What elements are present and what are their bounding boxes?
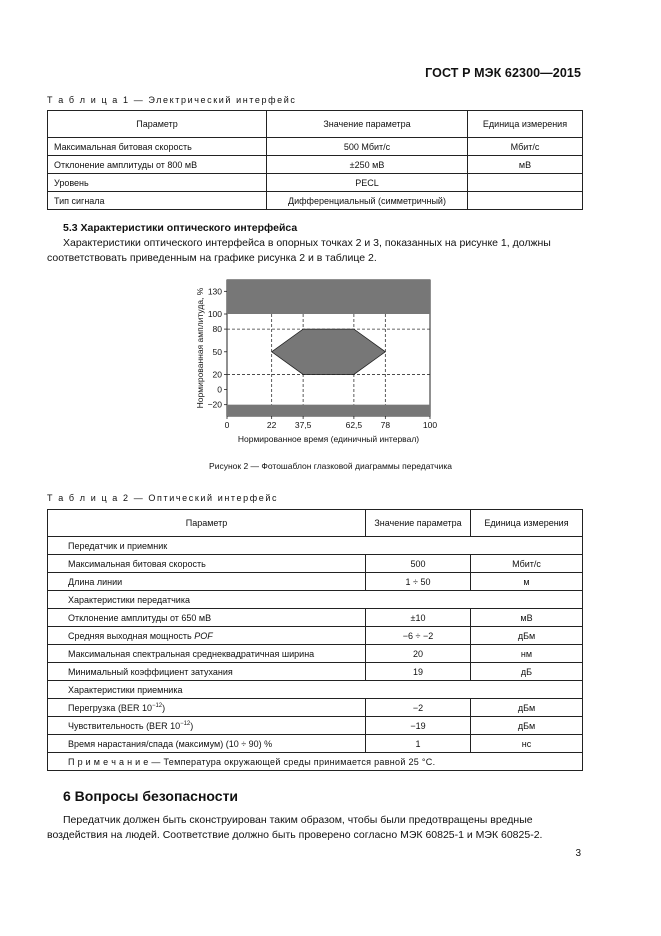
- paragraph-line: Характеристики оптического интерфейса в опорных точках 2 и 3, показанных на рисунке 1, должны: [63, 237, 551, 249]
- table1-header-unit: Единица измерения: [468, 111, 583, 138]
- cell: Мбит/с: [468, 138, 583, 156]
- cell: [468, 174, 583, 192]
- cell: Максимальная битовая скорость: [48, 138, 267, 156]
- eye-mask-chart: [190, 272, 450, 452]
- cell: PECL: [267, 174, 468, 192]
- table-group-row: [48, 591, 583, 609]
- x-tick-label: 78: [380, 420, 391, 430]
- cell: −2: [366, 699, 471, 717]
- cell: 500: [366, 555, 471, 573]
- cell: [48, 717, 366, 735]
- cell: Длина линии: [48, 573, 366, 591]
- cell: 1: [366, 735, 471, 753]
- table-row: [48, 156, 583, 174]
- cell: ±250 мВ: [267, 156, 468, 174]
- section-6-heading: 6 Вопросы безопасности: [63, 788, 239, 804]
- table2-header-row: [48, 510, 583, 537]
- cell: Тип сигнала: [48, 192, 267, 210]
- table2: [47, 509, 583, 771]
- y-tick-label: 80: [212, 324, 222, 335]
- y-tick-label: −20: [207, 399, 222, 410]
- x-axis-label: Нормированное время (единичный интервал): [237, 434, 420, 444]
- cell: Максимальная битовая скорость: [48, 555, 366, 573]
- bottom-forbidden-zone: [227, 405, 430, 416]
- section-5-3-paragraph: [63, 236, 603, 251]
- table2-header-param: Параметр: [48, 510, 366, 537]
- cell: мВ: [468, 156, 583, 174]
- group-label: Характеристики приемника: [48, 681, 583, 699]
- table1: [47, 110, 583, 210]
- y-tick-label: 100: [207, 309, 222, 319]
- cell: дБм: [471, 699, 583, 717]
- cell: дБм: [471, 717, 583, 735]
- cell: 500 Мбит/с: [267, 138, 468, 156]
- table-row: [48, 138, 583, 156]
- cell: Мбит/с: [471, 555, 583, 573]
- table-row: [48, 174, 583, 192]
- group-label: Передатчик и приемник: [48, 537, 583, 555]
- cell-text: Чувствительность (BER 10: [68, 720, 181, 731]
- section-6-paragraph-cont: [47, 828, 607, 843]
- table1-caption: Т а б л и ц а 1 — Электрический интерфейс: [47, 95, 297, 105]
- cell-text: Средняя выходная мощность: [68, 630, 195, 641]
- cell: мВ: [471, 609, 583, 627]
- cell-text: ): [190, 720, 194, 731]
- page-number: 3: [575, 848, 581, 859]
- cell-text: Перегрузка (BER 10: [68, 702, 152, 713]
- table2-caption: Т а б л и ц а 2 — Оптический интерфейс: [47, 493, 279, 503]
- group-label: Характеристики передатчика: [48, 591, 583, 609]
- table2-header-value: Значение параметра: [366, 510, 471, 537]
- table-row: [48, 192, 583, 210]
- table-row: [48, 717, 583, 735]
- cell: [48, 627, 366, 645]
- cell: м: [471, 573, 583, 591]
- cell: Максимальная спектральная среднеквадратичная ширина: [48, 645, 366, 663]
- top-forbidden-zone: [227, 280, 430, 314]
- cell: Отклонение амплитуды от 800 мВ: [48, 156, 267, 174]
- table-row: [48, 735, 583, 753]
- x-tick-label: 100: [422, 420, 438, 430]
- cell: Уровень: [48, 174, 267, 192]
- x-tick-label: 62,5: [345, 420, 363, 430]
- cell: [468, 192, 583, 210]
- document-id: ГОСТ Р МЭК 62300—2015: [425, 66, 581, 80]
- y-tick-label: 20: [212, 369, 222, 380]
- x-tick-label: 22: [266, 420, 277, 430]
- section-5-3-paragraph-cont: [47, 251, 607, 266]
- cell: дБ: [471, 663, 583, 681]
- cell: −19: [366, 717, 471, 735]
- cell: 20: [366, 645, 471, 663]
- cell: −6 ÷ −2: [366, 627, 471, 645]
- y-tick-label: 130: [207, 286, 222, 297]
- cell: Время нарастания/спада (максимум) (10 ÷ 90) %: [48, 735, 366, 753]
- cell-text: ): [162, 702, 166, 713]
- cell: 1 ÷ 50: [366, 573, 471, 591]
- x-tick-label: 37,5: [294, 420, 312, 430]
- y-axis-label: Нормированная амплитуда, %: [195, 287, 205, 409]
- table2-header-unit: Единица измерения: [471, 510, 583, 537]
- section-5-3-heading: 5.3 Характеристики оптического интерфейса: [63, 222, 298, 234]
- table1-header-row: [48, 111, 583, 138]
- exponent: −12: [151, 702, 163, 709]
- cell: нс: [471, 735, 583, 753]
- section-6-paragraph: [63, 813, 603, 828]
- y-tick-label: 0: [217, 384, 222, 395]
- table-row: [48, 627, 583, 645]
- cell: Отклонение амплитуды от 650 мВ: [48, 609, 366, 627]
- x-tick-label: 0: [224, 420, 230, 430]
- cell: Минимальный коэффициент затухания: [48, 663, 366, 681]
- cell: дБм: [471, 627, 583, 645]
- y-tick-label: 50: [212, 346, 222, 357]
- table1-header-param: Параметр: [48, 111, 267, 138]
- table-note-row: [48, 753, 583, 771]
- table2-note: П р и м е ч а н и е — Температура окружающей среды принимается равной 25 °С.: [48, 753, 583, 771]
- table-row: [48, 699, 583, 717]
- table-row: [48, 663, 583, 681]
- table-group-row: [48, 537, 583, 555]
- figure-2-caption: Рисунок 2 — Фотошаблон глазковой диаграммы передатчика: [209, 461, 452, 471]
- table-row: [48, 573, 583, 591]
- table-row: [48, 609, 583, 627]
- cell: [48, 699, 366, 717]
- paragraph-line: Передатчик должен быть сконструирован таким образом, чтобы были предотвращены вредные: [63, 814, 533, 826]
- table-row: [48, 645, 583, 663]
- table-group-row: [48, 681, 583, 699]
- cell: 19: [366, 663, 471, 681]
- cell: Дифференциальный (симметричный): [267, 192, 468, 210]
- paragraph-line: соответствовать приведенным на графике рисунка 2 и в таблице 2.: [47, 252, 377, 264]
- cell: нм: [471, 645, 583, 663]
- cell-italic: POF: [194, 630, 213, 641]
- table1-header-value: Значение параметра: [267, 111, 468, 138]
- cell: ±10: [366, 609, 471, 627]
- table-row: [48, 555, 583, 573]
- exponent: −12: [180, 720, 191, 727]
- paragraph-line: воздействия на людей. Соответствие должно быть проверено согласно МЭК 60825-1 и МЭК 60825-2.: [47, 829, 543, 841]
